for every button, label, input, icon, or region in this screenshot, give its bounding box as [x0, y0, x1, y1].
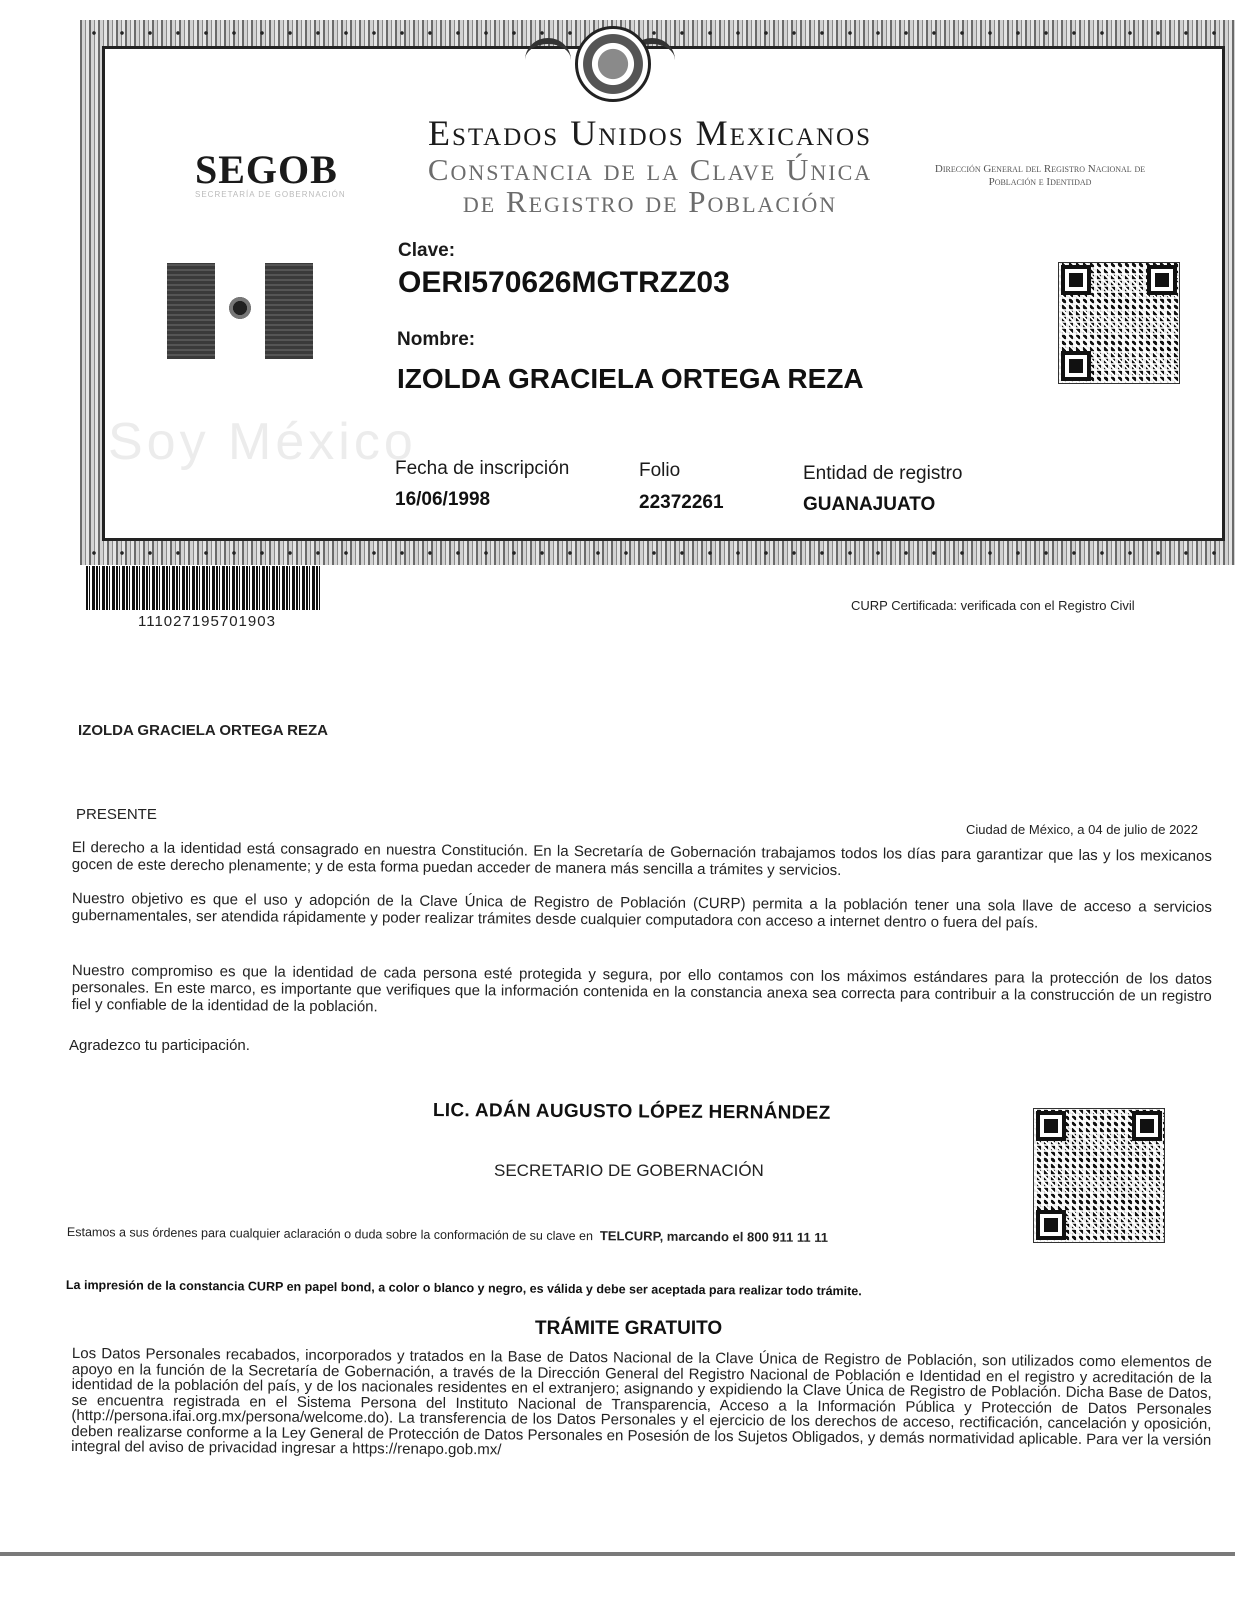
tramite-gratuito-heading: TRÁMITE GRATUITO [535, 1318, 723, 1339]
folio-value: 22372261 [639, 492, 724, 513]
signatory-title: SECRETARIO DE GOBERNACIÓN [494, 1161, 764, 1180]
country-title: Estados Unidos Mexicanos [427, 113, 873, 153]
document-title-line1: Constancia de la Clave Única [427, 152, 873, 187]
national-seal-icon [525, 20, 675, 102]
page-bottom-rule [0, 1552, 1235, 1556]
mexican-flag-icon [165, 263, 315, 359]
direccion-general-label: Dirección General del Registro Nacional de Población e Identidad [934, 163, 1146, 188]
fecha-inscripcion-label: Fecha de inscripción [395, 458, 570, 479]
segob-logo: SEGOB [195, 147, 338, 192]
clave-value: OERI570626MGTRZZ03 [398, 266, 730, 299]
fecha-inscripcion-value: 16/06/1998 [395, 489, 491, 510]
letter-paragraph-2: Nuestro objetivo es que el uso y adopción de la Clave Única de Registro de Población (CURP) permita a la población tener una sola llave de acceso a servicios gubernamentales, ser atendida rápidamente y poder realizar trámites desde cualquier computadora con acceso a internet dentro o fuera del país. [71, 890, 1212, 932]
printing-validity-note: La impresión de la constancia CURP en papel bond, a color o blanco y negro, es válida y debe ser aceptada para realizar todo trámite. [65, 1278, 862, 1299]
certificate-qr-code-icon [1058, 262, 1180, 384]
border-ornament-bottom [80, 549, 1235, 557]
folio-label: Folio [639, 460, 681, 481]
nombre-value: IZOLDA GRACIELA ORTEGA REZA [397, 363, 864, 394]
segob-logo-subtitle: SECRETARÍA DE GOBERNACIÓN [195, 190, 346, 199]
signatory-name: LIC. ADÁN AUGUSTO LÓPEZ HERNÁNDEZ [432, 1100, 831, 1124]
barcode-number: 111027195701903 [138, 613, 276, 630]
letter-paragraph-3: Nuestro compromiso es que la identidad de cada persona esté protegida y segura, por ello contamos con los máximos estándares para la protección de los datos personales. En este marco, es importante que verifiques que la información contenida en la constancia anexa sea correcta para contribuir a la construcción de un registro fiel y confiable de la identidad de la población. [71, 962, 1212, 1016]
contact-note [67, 1224, 828, 1245]
letter-paragraph-1: El derecho a la identidad está consagrado en nuestra Constitución. En la Secretaría de Gobernación trabajamos todos los días para garantizar que las y los mexicanos gocen de este derecho plenamente; y de esta forma puedan acceder de manera más sencilla a trámites y servicios. [71, 839, 1212, 880]
curp-certificada-note: CURP Certificada: verificada con el Registro Civil [851, 598, 1135, 613]
entidad-registro-label: Entidad de registro [803, 463, 963, 484]
letter-date: Ciudad de México, a 04 de julio de 2022 [966, 822, 1198, 837]
barcode-icon [86, 566, 320, 610]
telcurp-phone: TELCURP, marcando el 800 911 11 11 [599, 1228, 829, 1245]
letter-qr-code-icon [1033, 1108, 1165, 1243]
watermark-text: Soy México [108, 413, 417, 471]
clave-label: Clave: [398, 240, 456, 261]
document-title-line2: de Registro de Población [462, 184, 838, 219]
privacy-notice: Los Datos Personales recabados, incorporados y tratados en la Base de Datos Nacional de la Clave Única de Registro de Población, son utilizados como elementos de apoyo en la función de la Secretaría de Gobernación, a través de la Dirección General del Registro Nacional de Población e Identidad en el registro y acreditación de la identidad de la población del país, y de los nacionales residentes en el extranjero; asignando y expidiendo la Clave Única de Registro de Población. Dicha Base de Datos, se encuentra registrada en el Sistema Persona del Instituto Nacional de Transparencia, Acceso a la Información Pública y Protección de Datos Personales (http://persona.ifai.org.mx/persona/welcome.do). La transferencia de los Datos Personales y el ejercicio de los derechos de acceso, rectificación, cancelación y oposición, deben realizarse conforme a la Ley General de Protección de Datos Personales en Posesión de los Sujetos Obligados, y demás normatividad aplicable. Para ver la versión integral del aviso de privacidad ingresar a https://renapo.gob.mx/ [71, 1345, 1212, 1459]
letter-presente: PRESENTE [76, 806, 157, 823]
entidad-registro-value: GUANAJUATO [803, 494, 936, 515]
letter-recipient: IZOLDA GRACIELA ORTEGA REZA [78, 722, 328, 739]
contact-note-text: Estamos a sus órdenes para cualquier aclaración o duda sobre la conformación de su clave en [66, 1225, 593, 1244]
letter-closing: Agradezco tu participación. [69, 1037, 250, 1054]
nombre-label: Nombre: [397, 329, 476, 350]
